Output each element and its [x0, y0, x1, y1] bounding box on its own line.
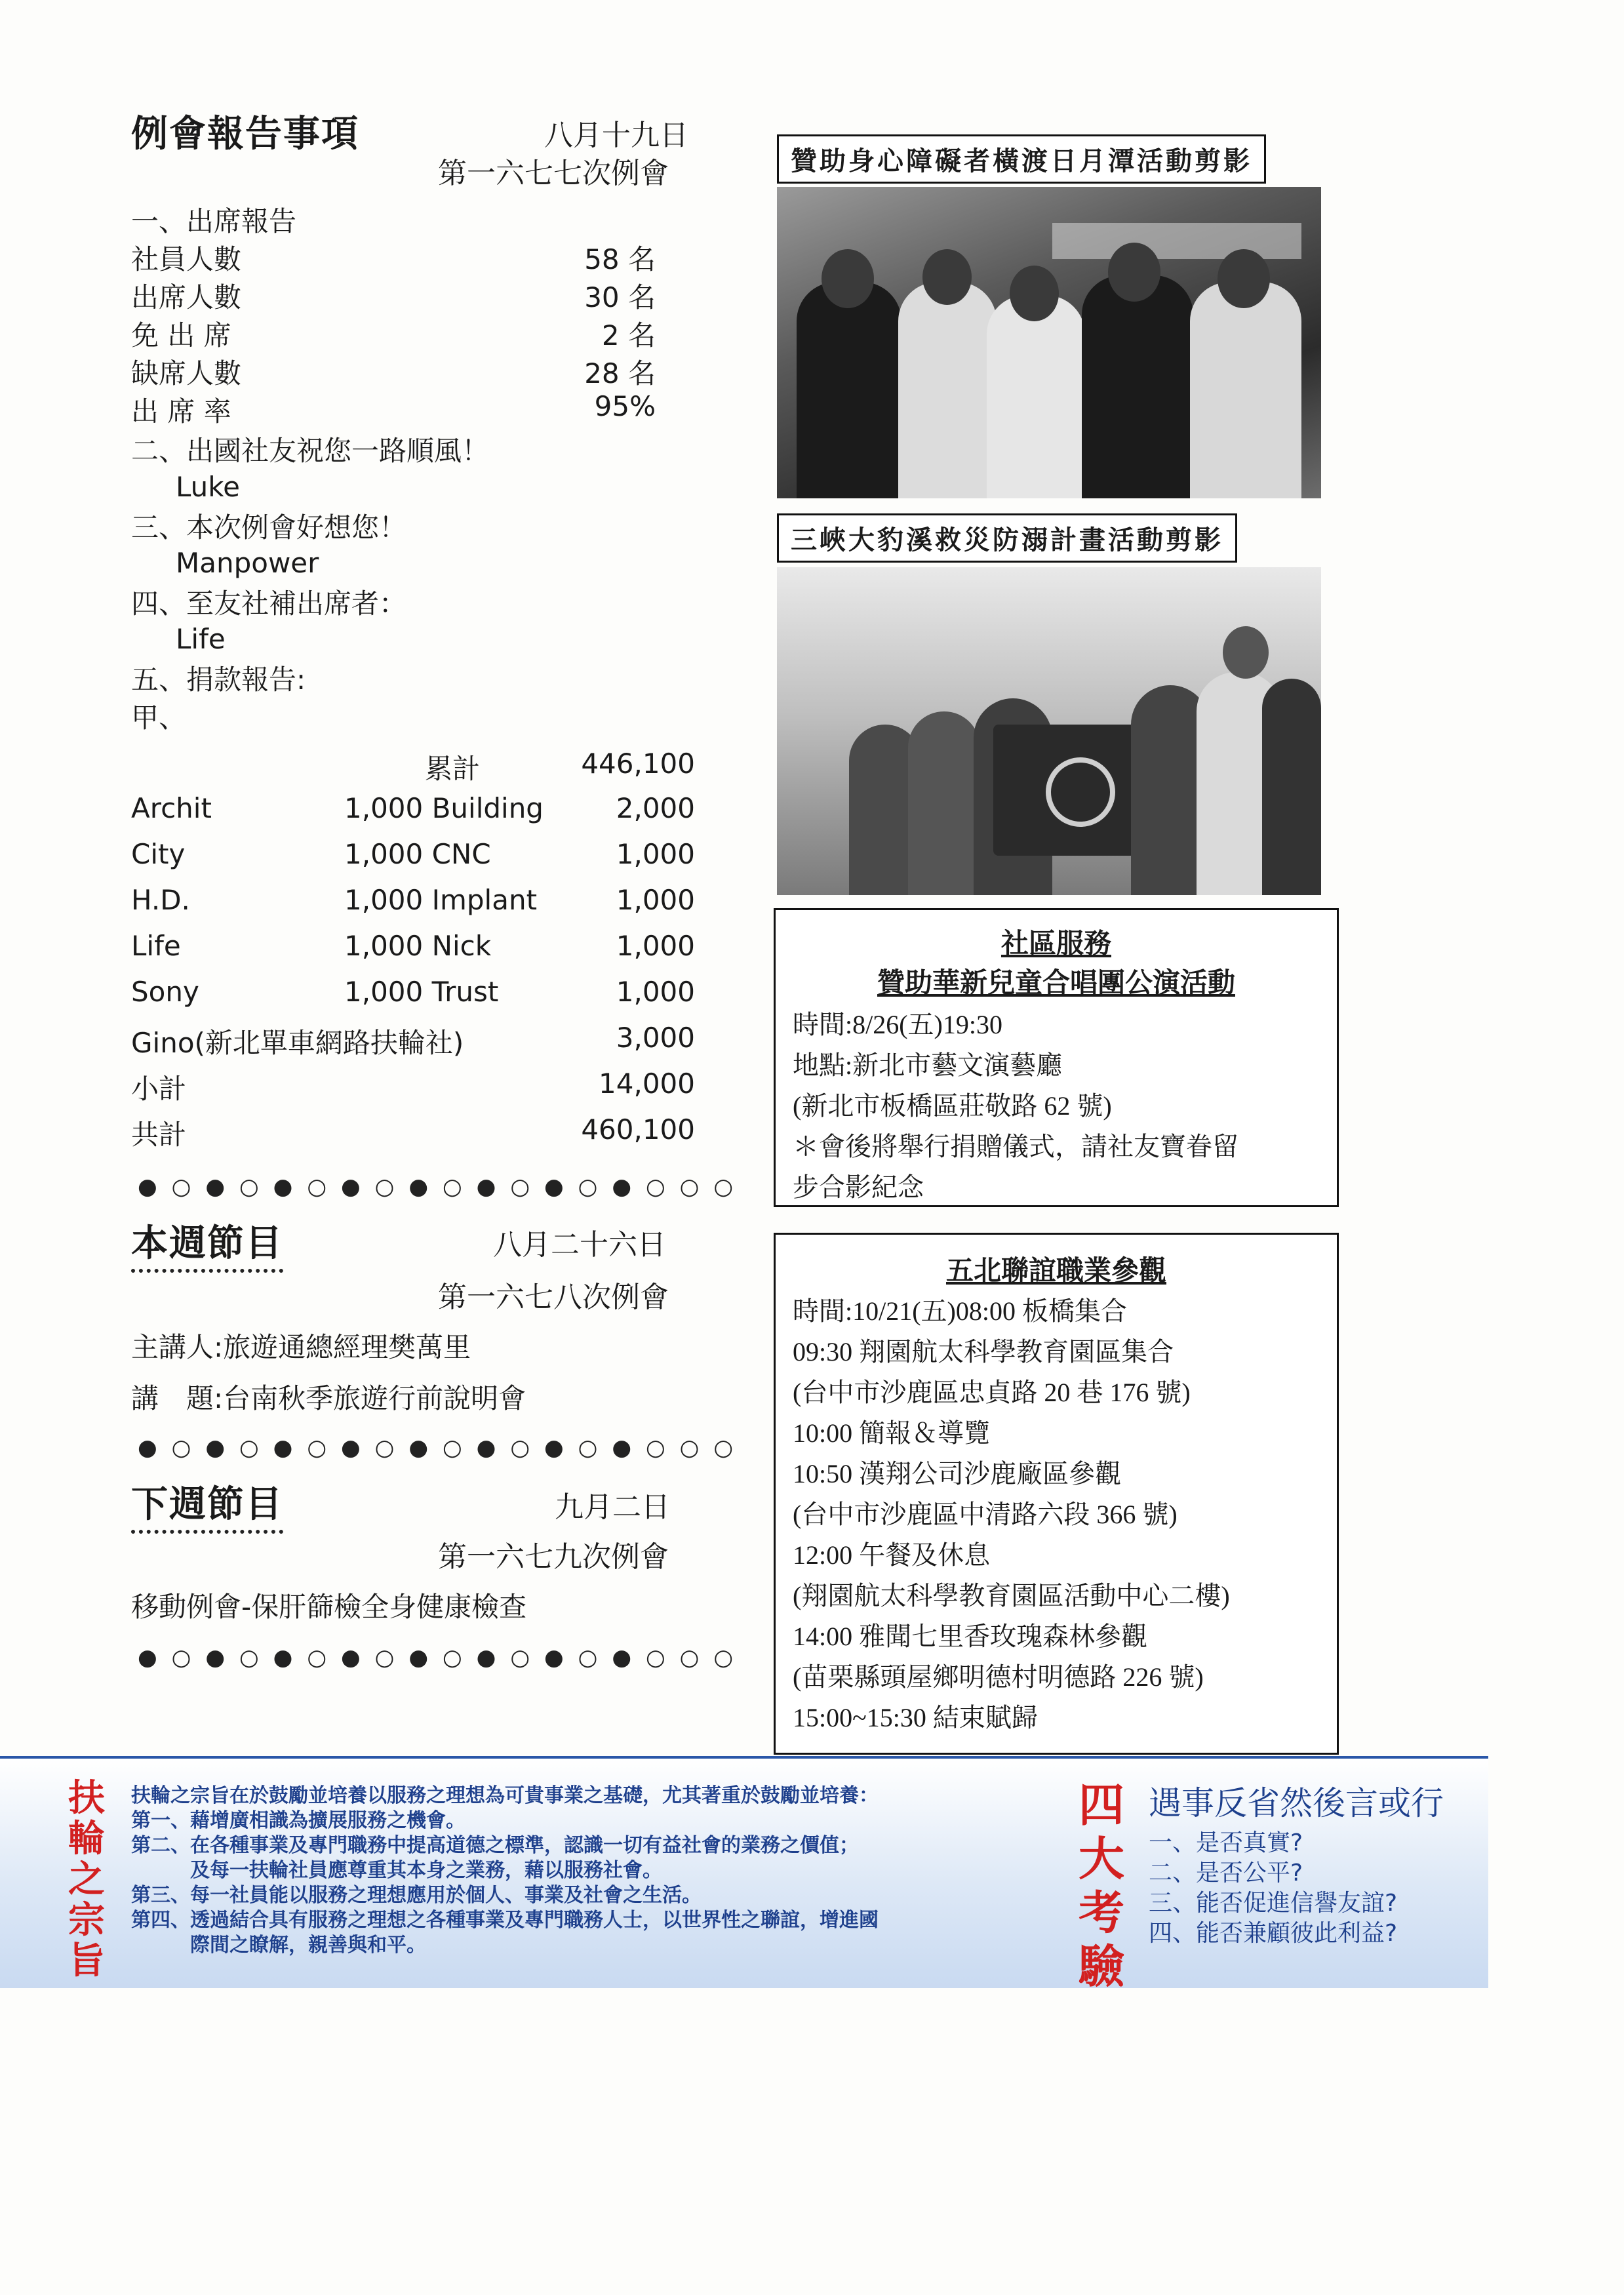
community-service-box — [774, 908, 1339, 1207]
photo-sanxia — [777, 567, 1321, 895]
donation-amount: 1,000 — [616, 838, 695, 870]
visit-line: (翔園航太科學教育園區活動中心二樓) — [793, 1581, 1230, 1610]
title-char: 之 — [68, 1858, 105, 1901]
table-row — [131, 838, 695, 884]
this-week-speaker: 主講人:旅遊通總經理樊萬里 — [131, 1331, 471, 1363]
gino-amount: 3,000 — [616, 1022, 695, 1054]
donation-amount: 2,000 — [616, 792, 695, 824]
test-item: 一、是否真實? — [1149, 1829, 1303, 1856]
visit-line: (苗栗縣頭屋鄉明德村明德路 226 號) — [793, 1662, 1204, 1692]
visit-line: 12:00 午餐及休息 — [793, 1540, 991, 1570]
object-of-rotary-text — [131, 1784, 879, 1958]
miss-you-name: Manpower — [176, 547, 319, 579]
test-item: 四、能否兼顧彼此利益? — [1149, 1920, 1398, 1947]
donation-amount: 1,000 — [616, 884, 695, 916]
table-row — [131, 1068, 695, 1113]
attendance-row — [131, 352, 656, 390]
donation-amount: 1,000 — [616, 976, 695, 1008]
community-subtitle: 贊助華新兒童合唱團公演活動 — [877, 968, 1235, 999]
next-week-date: 九月二日 — [555, 1490, 670, 1524]
test-item: 二、是否公平? — [1149, 1860, 1303, 1886]
donation-amount: 1,000 — [616, 930, 695, 962]
farewell-name: Luke — [176, 471, 240, 503]
principle-line: 及每一扶輪社員應尊重其本身之業務，藉以服務社會。 — [131, 1859, 662, 1882]
donation-detail: 1,000 Implant — [344, 884, 538, 916]
attendance-list — [131, 238, 656, 428]
visit-line: 14:00 雅聞七里香玫瑰森林參觀 — [793, 1622, 1148, 1651]
table-row — [131, 1113, 695, 1159]
attendance-value: 58 名 — [584, 243, 656, 275]
donation-name: City — [131, 838, 186, 870]
cumulative-value: 446,100 — [581, 748, 695, 780]
vocational-visit-box — [774, 1233, 1339, 1755]
donation-detail: 1,000 CNC — [344, 838, 491, 870]
community-line: (新北市板橋區莊敬路 62 號) — [793, 1091, 1112, 1121]
visit-line: 10:00 簡報＆導覽 — [793, 1418, 991, 1448]
this-week-title: 本週節目 — [131, 1222, 283, 1273]
attendance-label: 缺席人數 — [131, 357, 242, 389]
table-row — [131, 1022, 695, 1068]
attendance-row — [131, 238, 656, 276]
test-item: 三、能否促進信譽友誼? — [1149, 1890, 1398, 1917]
community-line: ＊會後將舉行捐贈儀式，請社友寶眷留 — [793, 1132, 1238, 1161]
total-amount: 460,100 — [581, 1113, 695, 1146]
gino-label: Gino(新北單車網路扶輪社) — [131, 1027, 464, 1059]
dot-divider: ●○●○●○●○●○●○●○●○○○ — [138, 1174, 748, 1200]
attendance-value: 95% — [594, 390, 656, 422]
four-way-test-heading: 遇事反省然後言或行 — [1149, 1784, 1444, 1822]
visit-line: 10:50 漢翔公司沙鹿廠區參觀 — [793, 1459, 1122, 1488]
makeup-heading: 四、至友社補出席者： — [131, 588, 407, 620]
miss-you-heading: 三、本次例會好想您！ — [131, 511, 407, 544]
title-char: 旨 — [68, 1940, 105, 1982]
four-way-test — [1149, 1782, 1444, 1949]
title-char: 輪 — [68, 1818, 105, 1860]
principle-line: 第二、在各種事業及專門職務中提高道德之標準，認識一切有益社會的業務之價值； — [131, 1834, 859, 1857]
table-row — [131, 792, 695, 838]
donation-detail: 1,000 Building — [344, 792, 544, 824]
four-way-test-title — [1075, 1778, 1128, 1993]
visit-line: (台中市沙鹿區中清路六段 366 號) — [793, 1500, 1178, 1529]
title-char: 扶 — [68, 1777, 105, 1820]
community-line: 步合影紀念 — [793, 1172, 924, 1202]
attendance-value: 30 名 — [584, 281, 656, 313]
attendance-label: 出席人數 — [131, 281, 242, 313]
photo-sun-moon-lake — [777, 187, 1321, 498]
attendance-heading: 一、出席報告 — [131, 205, 297, 237]
visit-line: 09:30 翔園航太科學教育園區集合 — [793, 1337, 1174, 1367]
report-date: 八月十九日 — [544, 119, 688, 152]
community-line: 地點:新北市藝文演藝廳 — [793, 1050, 1063, 1080]
attendance-row — [131, 314, 656, 352]
subtotal-amount: 14,000 — [599, 1068, 695, 1100]
next-week-content: 移動例會-保肝篩檢全身健康檢查 — [131, 1591, 527, 1623]
this-week-date: 八月二十六日 — [493, 1228, 666, 1262]
title-char: 大 — [1079, 1832, 1124, 1886]
donation-sub: 甲、 — [131, 702, 187, 734]
attendance-label: 出 席 率 — [131, 395, 231, 428]
table-row — [131, 976, 695, 1022]
object-of-rotary-title — [60, 1778, 113, 1982]
donation-name: Sony — [131, 976, 199, 1008]
donation-heading: 五、捐款報告: — [131, 664, 306, 696]
farewell-heading: 二、出國社友祝您一路順風！ — [131, 435, 490, 467]
donation-table — [131, 792, 695, 1159]
this-week-topic: 講 題:台南秋季旅遊行前說明會 — [131, 1382, 526, 1414]
next-week-title: 下週節目 — [131, 1483, 283, 1534]
donation-name: Archit — [131, 792, 212, 824]
dot-divider: ●○●○●○●○●○●○●○●○○○ — [138, 1645, 748, 1671]
donation-name: Life — [131, 930, 181, 962]
table-row — [131, 884, 695, 930]
attendance-row — [131, 390, 656, 428]
photo-caption-1: 贊助身心障礙者橫渡日月潭活動剪影 — [777, 134, 1266, 184]
attendance-label: 免 出 席 — [131, 319, 231, 351]
title-char: 四 — [1079, 1778, 1124, 1832]
title-char: 驗 — [1079, 1940, 1124, 1993]
cumulative-label: 累計 — [425, 753, 481, 785]
visit-line: 時間:10/21(五)08:00 板橋集合 — [793, 1296, 1127, 1326]
report-title: 例會報告事項 — [131, 113, 359, 155]
visit-line: (台中市沙鹿區忠貞路 20 巷 176 號) — [793, 1378, 1191, 1407]
principle-line: 扶輪之宗旨在於鼓勵並培養以服務之理想為可貴事業之基礎，尤其著重於鼓勵並培養： — [131, 1784, 879, 1807]
title-char: 宗 — [68, 1899, 105, 1942]
attendance-value: 28 名 — [584, 357, 656, 389]
community-title: 社區服務 — [1000, 929, 1111, 959]
principle-line: 第一、藉增廣相識為擴展服務之機會。 — [131, 1809, 465, 1832]
attendance-label: 社員人數 — [131, 243, 242, 275]
community-line: 時間:8/26(五)19:30 — [793, 1010, 1002, 1039]
photo-caption-2: 三峽大豹溪救災防溺計畫活動剪影 — [777, 513, 1237, 563]
principle-line: 第三、每一社員能以服務之理想應用於個人、事業及社會之生活。 — [131, 1884, 702, 1907]
dot-divider: ●○●○●○●○●○●○●○●○○○ — [138, 1435, 748, 1461]
visit-title: 五北聯誼職業參觀 — [945, 1256, 1166, 1287]
donation-detail: 1,000 Nick — [344, 930, 492, 962]
table-row — [131, 930, 695, 976]
visit-line: 15:00~15:30 結束賦歸 — [793, 1703, 1038, 1732]
this-week-meeting: 第一六七八次例會 — [438, 1281, 669, 1314]
attendance-value: 2 名 — [601, 319, 656, 351]
makeup-name: Life — [176, 623, 226, 655]
donation-detail: 1,000 Trust — [344, 976, 499, 1008]
total-label: 共計 — [131, 1119, 187, 1151]
next-week-meeting: 第一六七九次例會 — [438, 1540, 669, 1574]
subtotal-label: 小計 — [131, 1073, 187, 1105]
report-meeting: 第一六七七次例會 — [438, 157, 669, 190]
attendance-row — [131, 276, 656, 314]
rotary-banner — [0, 1756, 1488, 1993]
principle-line: 際間之瞭解，親善與和平。 — [131, 1934, 426, 1957]
title-char: 考 — [1079, 1886, 1124, 1940]
principle-line: 第四、透過結合具有服務之理想之各種事業及專門職務人士，以世界性之聯誼，增進國 — [131, 1909, 879, 1932]
donation-name: H.D. — [131, 884, 190, 916]
